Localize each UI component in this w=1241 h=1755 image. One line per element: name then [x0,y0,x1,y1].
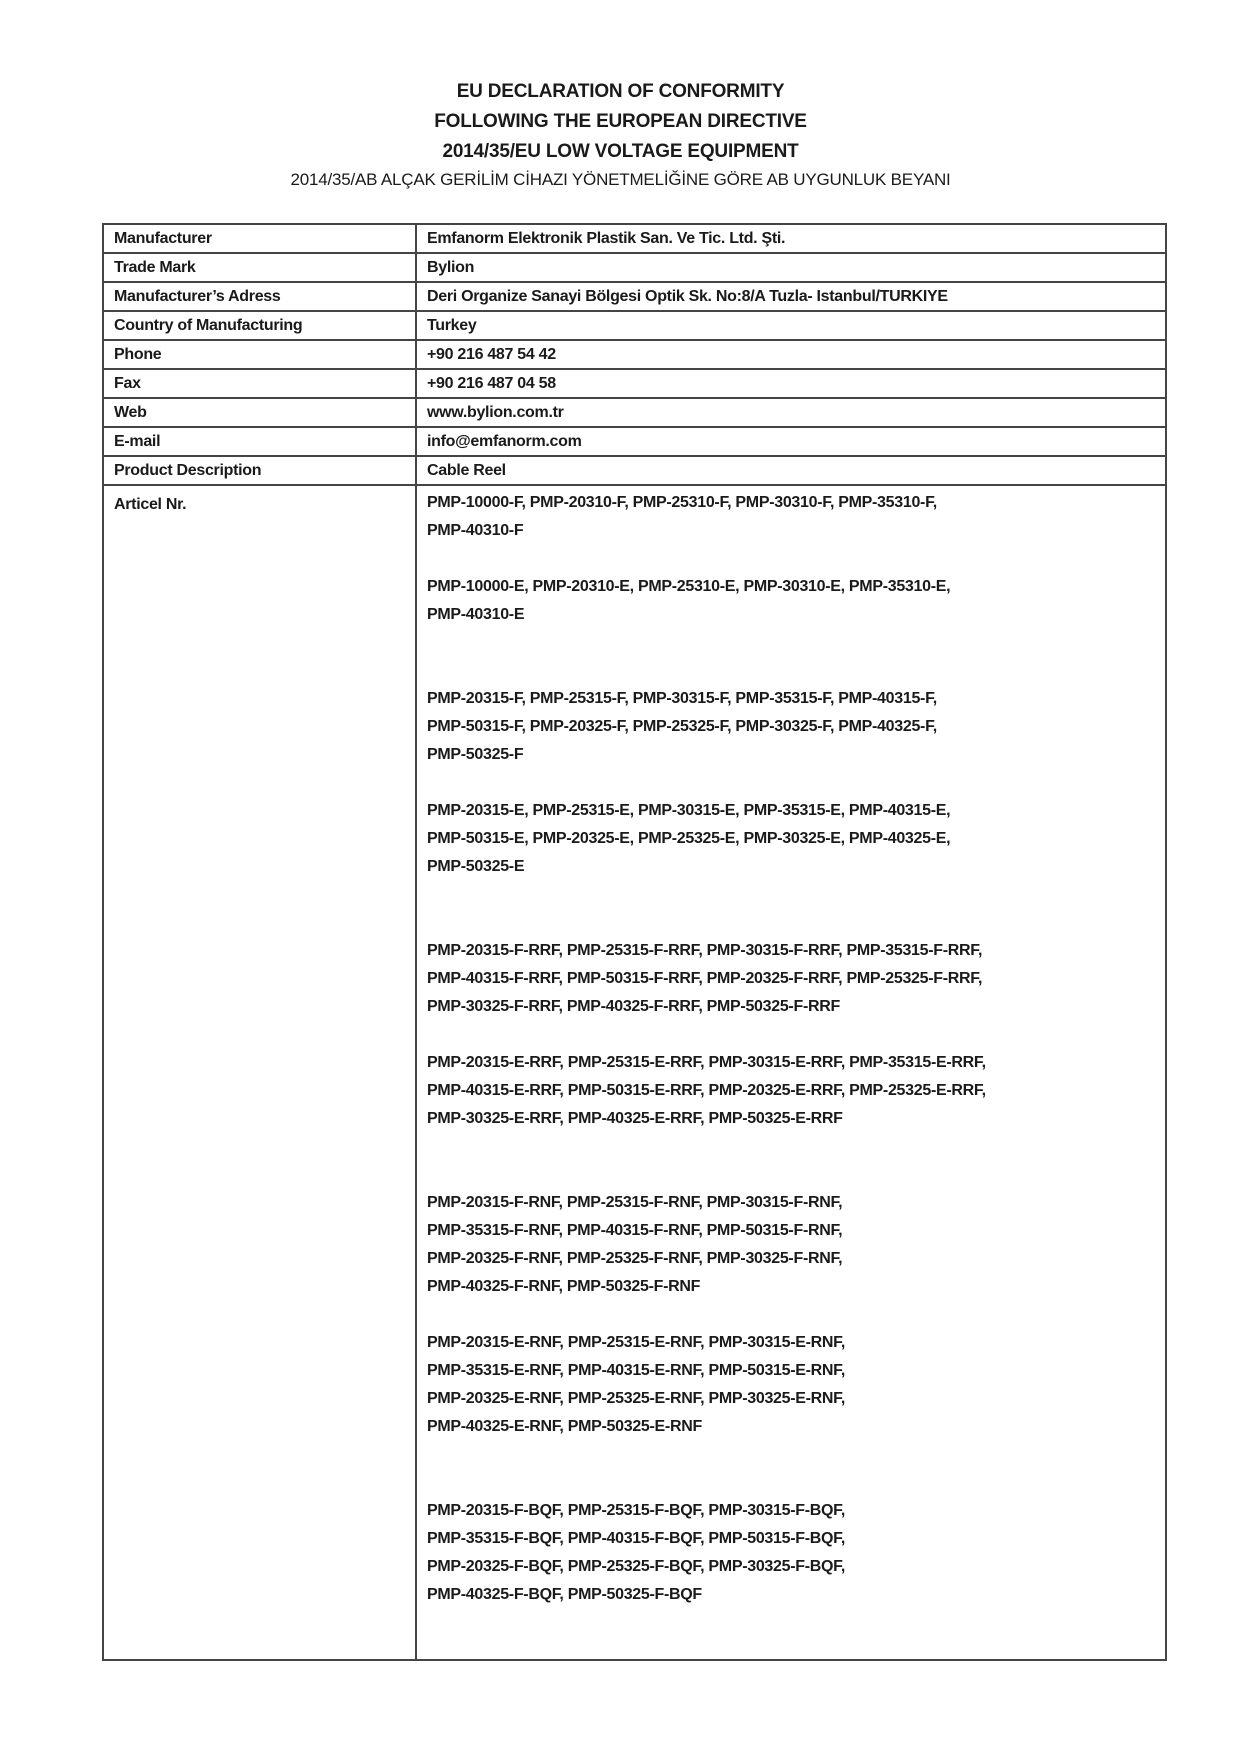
table-row [103,456,1166,485]
articel-line: PMP-40310-E [427,606,525,623]
articel-line: PMP-50325-F [427,746,524,763]
table-row [103,253,1166,282]
articel-block [427,1497,1165,1609]
articel-line: PMP-10000-E, PMP-20310-E, PMP-25310-E, PMP-30310-E, PMP-35310-E, [427,578,951,595]
articel-line: PMP-40325-F-RNF, PMP-50325-F-RNF [427,1278,701,1295]
articel-block [427,1189,1165,1301]
articel-block [427,1329,1165,1441]
table-row [103,427,1166,456]
articel-block [427,937,1165,1021]
row-label: Phone [103,340,416,369]
articel-line: PMP-20315-F-BQF, PMP-25315-F-BQF, PMP-30315-F-BQF, [427,1502,845,1519]
row-value: Deri Organize Sanayi Bölgesi Optik Sk. No:8/A Tuzla- Istanbul/TURKIYE [416,282,1166,311]
articel-block [427,573,1165,629]
articel-line: PMP-40325-F-BQF, PMP-50325-F-BQF [427,1586,702,1603]
row-label: Country of Manufacturing [103,311,416,340]
row-value: +90 216 487 04 58 [416,369,1166,398]
articel-line: PMP-35315-F-BQF, PMP-40315-F-BQF, PMP-50315-F-BQF, [427,1530,845,1547]
table-row [103,311,1166,340]
articel-line: PMP-40315-E-RRF, PMP-50315-E-RRF, PMP-20325-E-RRF, PMP-25325-E-RRF, [427,1082,986,1099]
articel-block [427,489,1165,545]
table-row [103,282,1166,311]
document-header [0,77,1241,193]
row-label: Web [103,398,416,427]
title-line-2: FOLLOWING THE EUROPEAN DIRECTIVE [434,111,807,132]
articel-line: PMP-40325-E-RNF, PMP-50325-E-RNF [427,1418,702,1435]
row-label: Manufacturer’s Adress [103,282,416,311]
row-label: E-mail [103,427,416,456]
articel-line: PMP-20315-F-RRF, PMP-25315-F-RRF, PMP-30315-F-RRF, PMP-35315-F-RRF, [427,942,983,959]
table-row [103,340,1166,369]
articel-line: PMP-20315-F, PMP-25315-F, PMP-30315-F, PMP-35315-F, PMP-40315-F, [427,690,937,707]
title-line-1: EU DECLARATION OF CONFORMITY [456,81,785,102]
articel-line: PMP-20325-F-BQF, PMP-25325-F-BQF, PMP-30325-F-BQF, [427,1558,845,1575]
title-line-3: 2014/35/EU LOW VOLTAGE EQUIPMENT [442,141,799,162]
row-value: www.bylion.com.tr [416,398,1166,427]
articel-line: PMP-20325-E-RNF, PMP-25325-E-RNF, PMP-30325-E-RNF, [427,1390,846,1407]
row-value: Turkey [416,311,1166,340]
row-value: Bylion [416,253,1166,282]
articel-line: PMP-20315-E-RRF, PMP-25315-E-RRF, PMP-30315-E-RRF, PMP-35315-E-RRF, [427,1054,986,1071]
row-label: Trade Mark [103,253,416,282]
articel-line: PMP-50315-F, PMP-20325-F, PMP-25325-F, PMP-30325-F, PMP-40325-F, [427,718,937,735]
articel-value-cell [416,485,1166,1660]
articel-line: PMP-30325-E-RRF, PMP-40325-E-RRF, PMP-50325-E-RRF [427,1110,843,1127]
subtitle-line: 2014/35/AB ALÇAK GERİLİM CİHAZI YÖNETMELİĞİNE GÖRE AB UYGUNLUK BEYANI [290,170,951,189]
articel-line: PMP-20315-F-RNF, PMP-25315-F-RNF, PMP-30315-F-RNF, [427,1194,843,1211]
articel-line: PMP-40315-F-RRF, PMP-50315-F-RRF, PMP-20325-F-RRF, PMP-25325-F-RRF, [427,970,983,987]
articel-label-cell [103,485,416,1660]
articel-line: PMP-35315-F-RNF, PMP-40315-F-RNF, PMP-50315-F-RNF, [427,1222,843,1239]
row-label: Manufacturer [103,224,416,253]
articel-line: PMP-20325-F-RNF, PMP-25325-F-RNF, PMP-30325-F-RNF, [427,1250,843,1267]
articel-label: Articel Nr. [114,496,187,513]
table-row [103,398,1166,427]
articel-block [427,685,1165,769]
articel-line: PMP-20315-E, PMP-25315-E, PMP-30315-E, PMP-35315-E, PMP-40315-E, [427,802,951,819]
table-row [103,369,1166,398]
row-label: Product Description [103,456,416,485]
articel-line: PMP-40310-F [427,522,524,539]
table-row-articel [103,485,1166,1660]
row-value: Cable Reel [416,456,1166,485]
articel-line: PMP-10000-F, PMP-20310-F, PMP-25310-F, PMP-30310-F, PMP-35310-F, [427,494,937,511]
articel-block [427,797,1165,881]
articel-line: PMP-50325-E [427,858,525,875]
articel-line: PMP-30325-F-RRF, PMP-40325-F-RRF, PMP-50325-F-RRF [427,998,840,1015]
row-value: Emfanorm Elektronik Plastik San. Ve Tic. Ltd. Şti. [416,224,1166,253]
table-row [103,224,1166,253]
articel-line: PMP-20315-E-RNF, PMP-25315-E-RNF, PMP-30315-E-RNF, [427,1334,846,1351]
info-table-body [103,224,1166,1660]
row-value: info@emfanorm.com [416,427,1166,456]
articel-block [427,1049,1165,1133]
row-value: +90 216 487 54 42 [416,340,1166,369]
row-label: Fax [103,369,416,398]
conformity-info-table [102,223,1167,1661]
articel-line: PMP-35315-E-RNF, PMP-40315-E-RNF, PMP-50315-E-RNF, [427,1362,846,1379]
articel-line: PMP-50315-E, PMP-20325-E, PMP-25325-E, PMP-30325-E, PMP-40325-E, [427,830,951,847]
